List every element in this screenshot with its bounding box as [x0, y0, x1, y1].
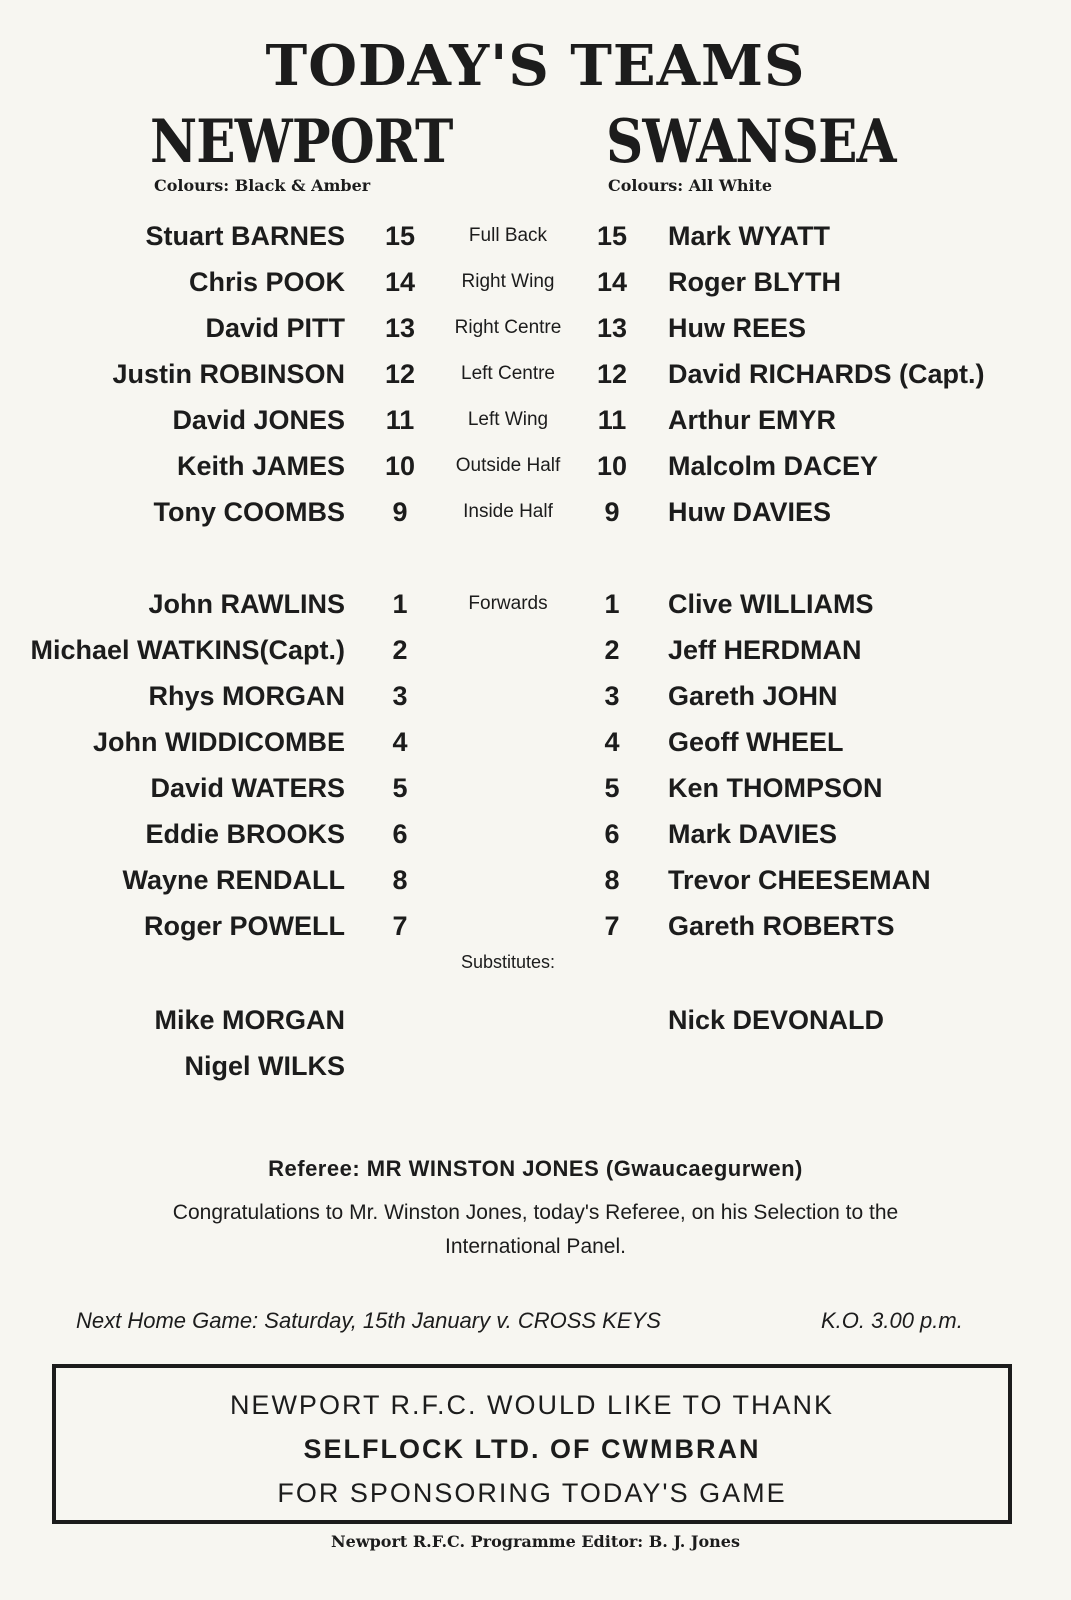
away-player: Clive WILLIAMS	[668, 589, 874, 619]
congratulations-text: Congratulations to Mr. Winston Jones, today's Referee, on his Selection to the International Panel.	[172, 1201, 899, 1258]
away-team-colours: Colours: All White	[608, 176, 773, 195]
away-player: David RICHARDS (Capt.)	[668, 359, 985, 389]
away-shirt-number: 12	[596, 359, 628, 389]
programme-editor: Newport R.F.C. Programme Editor: B. J. Jones	[331, 1532, 740, 1551]
home-player: Wayne RENDALL	[122, 865, 345, 895]
home-shirt-number: 8	[392, 865, 408, 895]
position-label: Left Wing	[467, 409, 549, 430]
lineup-row	[0, 584, 1071, 624]
position-label: Right Centre	[454, 317, 562, 338]
away-player: Trevor CHEESEMAN	[668, 865, 931, 895]
page-title: TODAY'S TEAMS	[265, 33, 806, 99]
home-player: Chris POOK	[188, 267, 345, 297]
position-label: Right Wing	[461, 271, 555, 292]
home-shirt-number: 1	[392, 589, 408, 619]
lineup-row	[0, 860, 1071, 900]
away-player: Gareth JOHN	[668, 681, 838, 711]
away-shirt-number: 2	[604, 635, 620, 665]
lineup-row	[0, 262, 1071, 302]
home-player: Roger POWELL	[144, 911, 345, 941]
home-team-colours: Colours: Black & Amber	[154, 176, 371, 195]
away-player: Huw DAVIES	[668, 497, 832, 527]
away-shirt-number: 11	[597, 405, 627, 435]
home-shirt-number: 13	[384, 313, 416, 343]
home-shirt-number: 10	[384, 451, 416, 481]
home-player: David JONES	[172, 405, 345, 435]
home-player: Rhys MORGAN	[148, 681, 345, 711]
home-player: Keith JAMES	[176, 451, 345, 481]
forwards-label: Forwards	[468, 593, 548, 614]
home-player: Justin ROBINSON	[112, 359, 345, 389]
home-player: John WIDDICOMBE	[93, 727, 345, 757]
away-shirt-number: 14	[596, 267, 628, 297]
lineup-row	[0, 216, 1071, 256]
lineup-row	[0, 676, 1071, 716]
home-shirt-number: 14	[384, 267, 416, 297]
lineup-row	[0, 722, 1071, 762]
away-player: Malcolm DACEY	[668, 451, 879, 481]
sponsor-line-1: NEWPORT R.F.C. WOULD LIKE TO THANK	[229, 1390, 835, 1420]
home-shirt-number: 5	[392, 773, 408, 803]
away-player: Ken THOMPSON	[668, 773, 883, 803]
away-player: Gareth ROBERTS	[668, 911, 895, 941]
position-label: Full Back	[468, 225, 548, 246]
away-shirt-number: 6	[604, 819, 620, 849]
away-player: Jeff HERDMAN	[668, 635, 862, 665]
lineup-row	[0, 630, 1071, 670]
home-shirt-number: 2	[392, 635, 408, 665]
away-shirt-number: 9	[604, 497, 620, 527]
position-label: Outside Half	[455, 455, 561, 476]
home-shirt-number: 12	[384, 359, 416, 389]
home-shirt-number: 4	[392, 727, 408, 757]
away-shirt-number: 7	[604, 911, 620, 941]
home-player: Eddie BROOKS	[145, 819, 345, 849]
lineup-row	[0, 906, 1071, 946]
referee-congratulations	[0, 1196, 1071, 1264]
away-player: Geoff WHEEL	[668, 727, 844, 757]
lineup-row	[0, 308, 1071, 348]
away-player: Mark DAVIES	[668, 819, 838, 849]
substitutes-row	[0, 1046, 1071, 1086]
home-substitute: Mike MORGAN	[154, 1005, 345, 1035]
home-player: Tony COOMBS	[153, 497, 345, 527]
lineup-row	[0, 814, 1071, 854]
away-shirt-number: 4	[604, 727, 620, 757]
away-shirt-number: 3	[604, 681, 620, 711]
kick-off-time: K.O. 3.00 p.m.	[821, 1308, 963, 1333]
lineup-row	[0, 768, 1071, 808]
referee-line: Referee: MR WINSTON JONES (Gwaucaegurwen)	[268, 1156, 803, 1181]
home-player: David WATERS	[150, 773, 345, 803]
home-shirt-number: 6	[392, 819, 408, 849]
position-label: Left Centre	[461, 363, 555, 384]
lineup-row	[0, 400, 1071, 440]
away-team-name: SWANSEA	[606, 107, 896, 177]
away-player: Arthur EMYR	[668, 405, 836, 435]
away-player: Huw REES	[668, 313, 807, 343]
substitutes-row	[0, 1000, 1071, 1040]
lineup-row	[0, 446, 1071, 486]
away-substitute: Nick DEVONALD	[668, 1005, 885, 1035]
home-player: Michael WATKINS(Capt.)	[30, 635, 345, 665]
away-shirt-number: 15	[596, 221, 628, 251]
sponsor-box	[52, 1364, 1012, 1524]
home-shirt-number: 11	[385, 405, 415, 435]
lineup-row	[0, 492, 1071, 532]
lineup-row	[0, 354, 1071, 394]
home-player: John RAWLINS	[148, 589, 345, 619]
position-label: Inside Half	[463, 501, 553, 522]
away-player: Mark WYATT	[668, 221, 831, 251]
away-shirt-number: 10	[596, 451, 628, 481]
home-player: Stuart BARNES	[145, 221, 345, 251]
home-shirt-number: 3	[392, 681, 408, 711]
home-player: David PITT	[205, 313, 345, 343]
home-shirt-number: 9	[392, 497, 408, 527]
home-shirt-number: 7	[392, 911, 408, 941]
home-substitute: Nigel WILKS	[184, 1051, 345, 1081]
home-shirt-number: 15	[384, 221, 416, 251]
substitutes-label: Substitutes:	[460, 952, 556, 972]
away-player: Roger BLYTH	[668, 267, 842, 297]
next-home-game: Next Home Game: Saturday, 15th January v. CROSS KEYS	[76, 1308, 661, 1333]
away-shirt-number: 13	[596, 313, 628, 343]
sponsor-line-3: FOR SPONSORING TODAY'S GAME	[277, 1478, 787, 1508]
home-team-name: NEWPORT	[150, 107, 453, 177]
away-shirt-number: 5	[604, 773, 620, 803]
away-shirt-number: 8	[604, 865, 620, 895]
sponsor-name: SELFLOCK LTD. OF CWMBRAN	[303, 1434, 761, 1464]
away-shirt-number: 1	[604, 589, 620, 619]
